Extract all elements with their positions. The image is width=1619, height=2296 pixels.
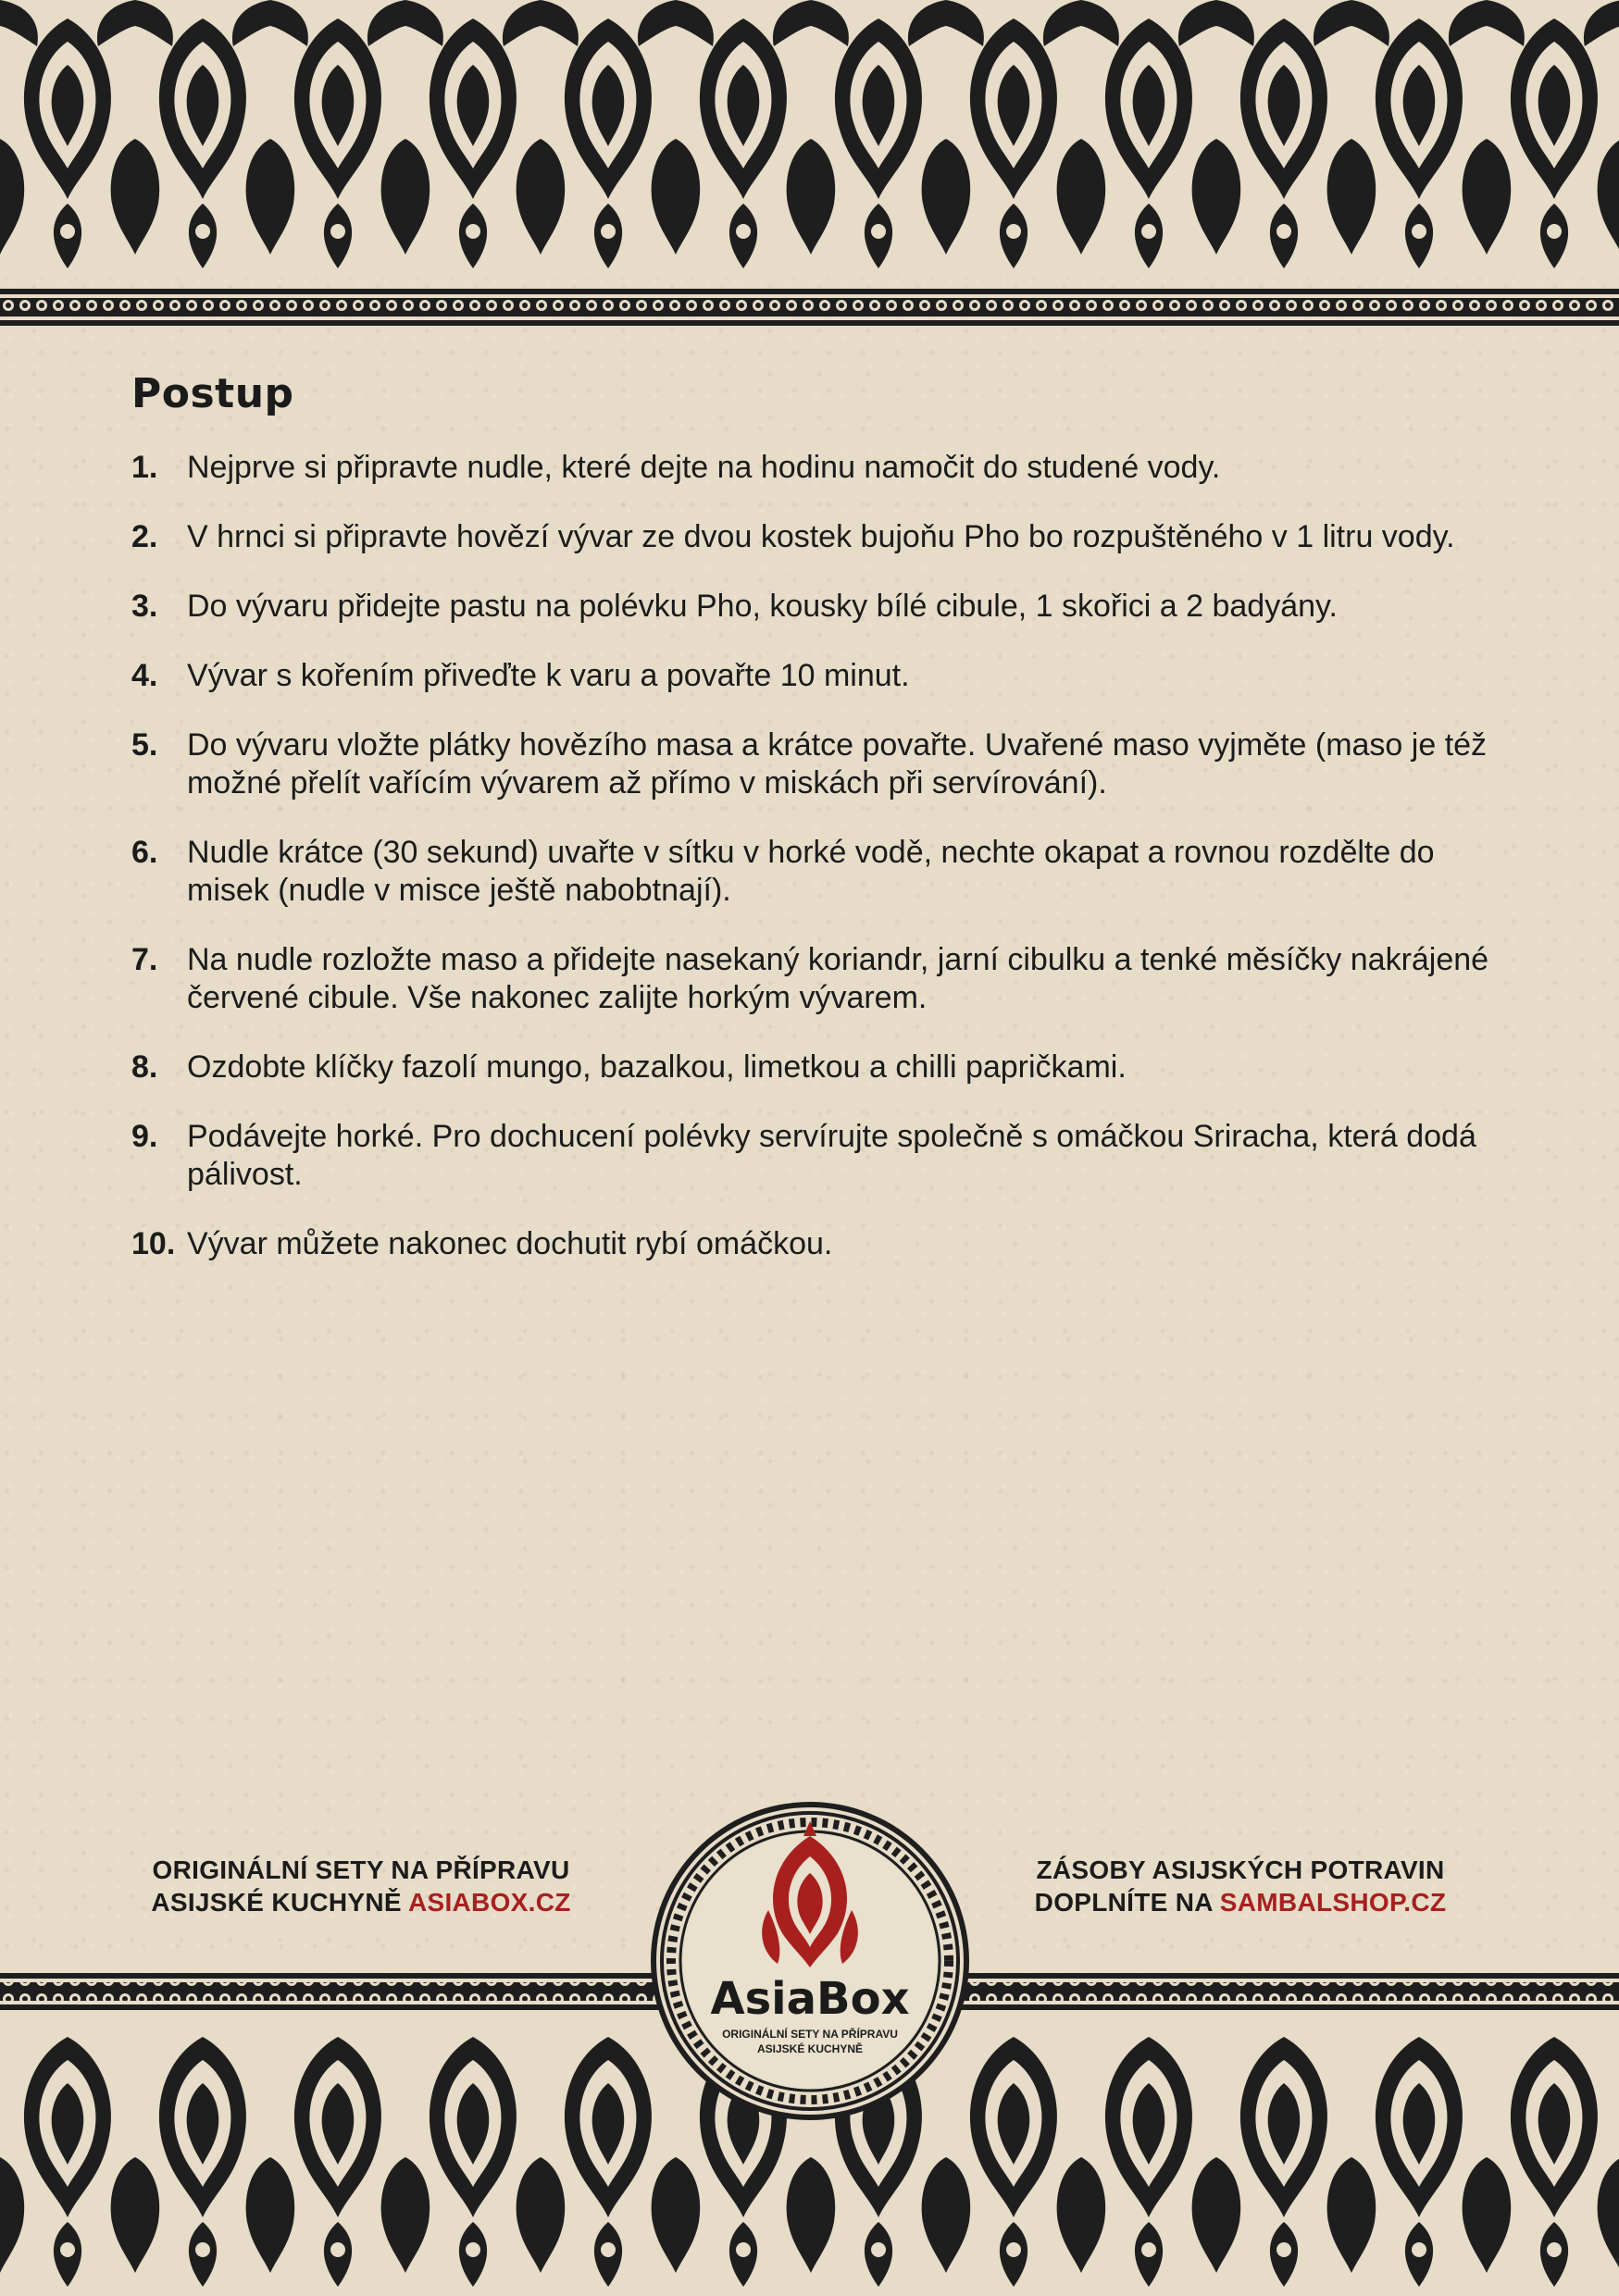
top-ornament-band [0,0,1619,333]
step-number: 1. [131,450,158,485]
sambalshop-link[interactable]: SAMBALSHOP.CZ [1219,1888,1447,1917]
step-text: Na nudle rozložte maso a přidejte nasekaný koriandr, jarní cibulku a tenké měsíčky nakrájené červené cibule. Vše nakonec zalijte horkým vývarem. [187,942,1489,1015]
step-number: 6. [131,835,158,870]
step-item [131,449,1501,487]
step-text: Vývar můžete nakonec dochutit rybí omáčkou. [187,1226,833,1261]
step-item [131,588,1501,626]
step-text: Do vývaru přidejte pastu na polévku Pho, kousky bílé cibule, 1 skořici a 2 badyány. [187,589,1338,624]
logo-brand: AsiaBox [710,1973,910,2025]
step-item [131,1049,1501,1086]
step-number: 8. [131,1049,158,1085]
step-item [131,1225,1501,1263]
step-text: Ozdobte klíčky fazolí mungo, bazalkou, limetkou a chilli papričkami. [187,1049,1127,1085]
step-text: Vývar s kořením přiveďte k varu a povařte 10 minut. [187,658,910,693]
step-text: Do vývaru vložte plátky hovězího masa a krátce povařte. Uvařené maso vyjměte (maso je též možné přelít vařícím vývarem až přímo v miskách při servírování). [187,727,1488,800]
step-number: 5. [131,727,158,763]
step-number: 3. [131,589,158,624]
step-item [131,518,1501,556]
asiabox-logo [648,1799,972,2123]
logo-tagline: ASIJSKÉ KUCHYNĚ [756,2042,864,2055]
promo-line-prefix: ASIJSKÉ KUCHYNĚ [151,1888,408,1917]
step-number: 2. [131,519,158,554]
step-text: V hrnci si připravte hovězí vývar ze dvou kostek bujoňu Pho bo rozpuštěného v 1 litru vody. [187,519,1455,554]
step-number: 10. [131,1226,176,1261]
step-number: 9. [131,1119,158,1154]
promo-line: ZÁSOBY ASIJSKÝCH POTRAVIN [1036,1855,1445,1884]
step-text: Podávejte horké. Pro dochucení polévky servírujte společně s omáčkou Sriracha, která dodá pálivost. [187,1119,1476,1192]
promo-asiabox [120,1854,602,1918]
step-item [131,941,1501,1017]
asiabox-link[interactable]: ASIABOX.CZ [407,1888,571,1917]
step-number: 4. [131,658,158,693]
page-title: Postup [131,370,294,417]
step-item [131,726,1501,802]
promo-line: ORIGINÁLNÍ SETY NA PŘÍPRAVU [152,1855,570,1884]
step-item [131,657,1501,695]
promo-line-prefix: DOPLNÍTE NA [1034,1888,1220,1917]
step-text: Nudle krátce (30 sekund) uvařte v sítku v horké vodě, nechte okapat a rovnou rozdělte do misek (nudle v misce ještě nabobtnají). [187,835,1435,908]
step-item [131,834,1501,910]
promo-line [1000,1886,1481,1918]
logo-tagline: ORIGINÁLNÍ SETY NA PŘÍPRAVU [722,2028,898,2041]
steps-list [131,449,1501,1263]
step-number: 7. [131,942,158,977]
promo-sambalshop [1000,1854,1481,1918]
step-item [131,1118,1501,1194]
recipe-content [131,370,1501,1295]
promo-line [120,1886,602,1918]
step-text: Nejprve si připravte nudle, které dejte na hodinu namočit do studené vody. [187,450,1221,485]
